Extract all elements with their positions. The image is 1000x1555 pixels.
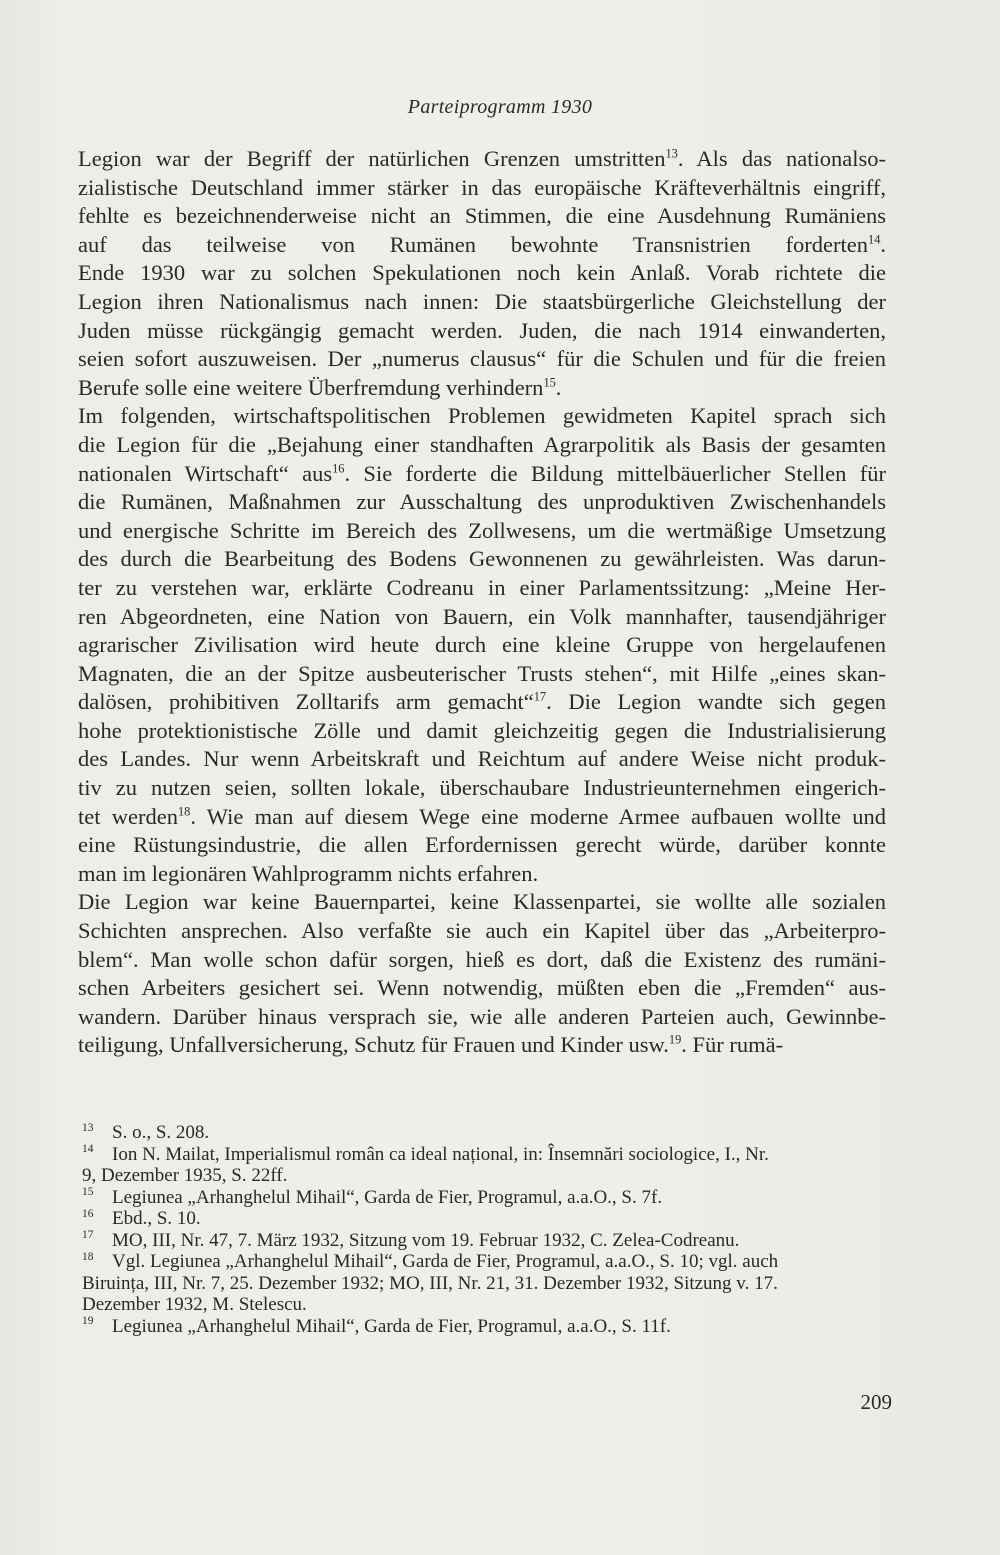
text-line <box>78 631 886 660</box>
text-line <box>78 745 886 774</box>
text-line <box>78 145 886 174</box>
line-text: Ende 1930 war zu solchen Spekulationen noch kein Anlaß. Vorab richtete die <box>78 260 886 286</box>
footnote-text: Legiunea „Arhanghelul Mihail“, Garda de Fier, Programul, a.a.O., S. 11f. <box>112 1315 671 1337</box>
footnote-ref: 16 <box>332 461 345 476</box>
line-text: und energische Schritte im Bereich des Zollwesens, um die wertmäßige Umsetzung <box>78 517 886 543</box>
text-line <box>78 917 886 946</box>
text-line <box>78 402 886 431</box>
line-text: ter zu verstehen war, erklärte Codreanu in einer Parlamentssitzung: „Meine Her- <box>78 574 886 600</box>
footnote <box>82 1122 892 1144</box>
text-line <box>78 688 886 717</box>
footnote-line <box>82 1294 892 1316</box>
footnote-text: 9, Dezember 1935, S. 22ff. <box>82 1165 288 1186</box>
line-text: schen Arbeiters gesichert sei. Wenn notwendig, müßten eben die „Fremden“ aus- <box>78 975 886 1001</box>
footnote-ref: 14 <box>868 232 881 247</box>
line-text: zialistische Deutschland immer stärker in das europäische Kräfteverhältnis eingriff, <box>78 174 886 200</box>
line-text: eine Rüstungsindustrie, die allen Erfordernissen gerecht würde, darüber konnte <box>78 832 886 858</box>
line-text: hohe protektionistische Zölle und damit gleichzeitig gegen die Industrialisierung <box>78 717 886 743</box>
text-line <box>78 517 886 546</box>
line-text: Berufe solle eine weitere Überfremdung verhindern <box>78 374 544 400</box>
line-text: tiv zu nutzen seien, sollten lokale, überschaubare Industrieunternehmen eingerich- <box>78 775 886 801</box>
footnote-text: Legiunea „Arhanghelul Mihail“, Garda de Fier, Programul, a.a.O., S. 7f. <box>112 1186 663 1208</box>
footnote <box>82 1316 892 1338</box>
footnote-text: Ion N. Mailat, Imperialismul român ca ideal național, in: Însemnări sociologice, I., Nr. <box>112 1143 769 1165</box>
footnote-line: 17 MO, III, Nr. 47, 7. März 1932, Sitzung vom 19. Februar 1932, C. Zelea-Codreanu. <box>82 1229 740 1251</box>
line-text: . Für rumä- <box>681 1032 784 1058</box>
text-line <box>78 317 886 346</box>
line-text: Magnaten, die an der Spitze ausbeuterischer Trusts stehen“, mit Hilfe „eines skan- <box>78 660 886 686</box>
line-text: . Sie forderte die Bildung mittelbäuerlicher Stellen für <box>344 460 886 486</box>
text-line <box>78 660 886 689</box>
line-text: Schichten ansprechen. Also verfaßte sie auch ein Kapitel über das „Arbeiterpro- <box>78 918 886 944</box>
text-line <box>78 288 886 317</box>
footnote-line: 18 Vgl. Legiunea „Arhanghelul Mihail“, Garda de Fier, Programul, a.a.O., S. 10; vgl. auch <box>82 1250 779 1272</box>
line-text: agrarischer Zivilisation wird heute durch eine kleine Gruppe von hergelaufenen <box>78 632 886 658</box>
line-text: . Als das nationalso- <box>677 146 887 171</box>
paragraph <box>78 402 886 888</box>
line-text: dalösen, prohibitiven Zolltarifs arm gemacht“ <box>78 689 534 715</box>
text-line <box>78 717 886 746</box>
footnote-ref: 13 <box>665 146 678 161</box>
body-text <box>78 145 886 1060</box>
footnote-text: MO, III, Nr. 47, 7. März 1932, Sitzung vom 19. Februar 1932, C. Zelea-Codreanu. <box>112 1229 740 1251</box>
line-text: die Rumänen, Maßnahmen zur Ausschaltung des unproduktiven Zwischenhandels <box>78 489 886 515</box>
footnote-text: Biruința, III, Nr. 7, 25. Dezember 1932; MO, III, Nr. 21, 31. Dezember 1932, Sitzung v. 17. <box>82 1272 778 1294</box>
line-text: blem“. Man wolle schon dafür sorgen, hieß es dort, daß die Existenz des rumäni- <box>78 946 886 972</box>
footnote-ref: 18 <box>177 804 191 819</box>
text-line <box>78 460 886 489</box>
footnote <box>82 1144 892 1187</box>
line-text: fehlte es bezeichnenderweise nicht an Stimmen, die eine Ausdehnung Rumäniens <box>78 203 886 229</box>
line-text: . <box>555 374 562 400</box>
running-head: Parteiprogramm 1930 <box>407 96 593 118</box>
text-line <box>78 374 886 403</box>
text-line <box>78 574 886 603</box>
line-text: auf das teilweise von Rumänen bewohnte Transnistrien forderten <box>78 231 869 257</box>
text-line <box>78 431 886 460</box>
footnote-line <box>82 1273 892 1295</box>
line-text: seien sofort auszuweisen. Der „numerus clausus“ für die Schulen und für die freien <box>78 346 886 372</box>
footnote <box>82 1187 892 1209</box>
footnote <box>82 1230 892 1252</box>
footnote-ref: 15 <box>543 375 556 390</box>
text-line <box>78 860 886 889</box>
paragraph <box>78 145 886 402</box>
footnote-text: Ebd., S. 10. <box>112 1208 201 1229</box>
text-line <box>78 974 886 1003</box>
text-line <box>78 1031 886 1060</box>
text-line <box>78 488 886 517</box>
line-text: teiligung, Unfallversicherung, Schutz für Frauen und Kinder usw. <box>78 1032 669 1058</box>
text-line <box>78 345 886 374</box>
footnote-line: 13 S. o., S. 208. <box>82 1121 210 1143</box>
text-line <box>78 231 886 260</box>
line-text: Die Legion war keine Bauernpartei, keine Klassenpartei, sie wollte alle sozialen <box>78 889 886 915</box>
footnote-text: Vgl. Legiunea „Arhanghelul Mihail“, Garda de Fier, Programul, a.a.O., S. 10; vgl. auch <box>112 1251 779 1272</box>
footnote <box>82 1208 892 1230</box>
footnote-ref: 17 <box>533 689 547 704</box>
text-line <box>78 803 886 832</box>
text-line <box>78 174 886 203</box>
line-text: des durch die Bearbeitung des Bodens Gewonnenen zu gewährleisten. Was darun- <box>78 546 886 572</box>
text-line <box>78 603 886 632</box>
footnote <box>82 1251 892 1316</box>
line-text: . Die Legion wandte sich gegen <box>546 689 886 715</box>
line-text: tet werden <box>78 803 178 829</box>
line-text: Legion ihren Nationalismus nach innen: Die staatsbürgerliche Gleichstellung der <box>78 288 886 314</box>
line-text: man im legionären Wahlprogramm nichts erfahren. <box>78 860 539 886</box>
footnote-line: 15 Legiunea „Arhanghelul Mihail“, Garda de Fier, Programul, a.a.O., S. 7f. <box>82 1186 663 1208</box>
text-line <box>78 774 886 803</box>
page-number: 209 <box>860 1390 892 1414</box>
text-line <box>78 946 886 975</box>
line-text: Juden müsse rückgängig gemacht werden. Juden, die nach 1914 einwanderten, <box>78 317 886 343</box>
footnote-text: Dezember 1932, M. Stelescu. <box>82 1294 307 1315</box>
text-line <box>78 831 886 860</box>
text-line <box>78 1003 886 1032</box>
line-text: nationalen Wirtschaft“ aus <box>78 460 333 486</box>
footnote-ref: 19 <box>668 1032 682 1047</box>
text-line <box>78 545 886 574</box>
text-line <box>78 888 886 917</box>
footnotes <box>82 1122 892 1337</box>
line-text: . Wie man auf diesem Wege eine moderne Armee aufbauen wollte und <box>190 803 886 829</box>
footnote-line: 19 Legiunea „Arhanghelul Mihail“, Garda de Fier, Programul, a.a.O., S. 11f. <box>82 1315 671 1337</box>
line-text: ren Abgeordneten, eine Nation von Bauern, ein Volk mannhafter, tausendjähriger <box>78 603 886 629</box>
footnote-line: 16 Ebd., S. 10. <box>82 1207 201 1229</box>
footnote-line: 14 Ion N. Mailat, Imperialismul român ca ideal național, in: Însemnări sociologice, I., Nr. <box>82 1143 769 1165</box>
footnote-text: S. o., S. 208. <box>112 1122 210 1143</box>
line-text: . <box>880 231 886 257</box>
line-text: wandern. Darüber hinaus versprach sie, wie alle anderen Parteien auch, Gewinnbe- <box>78 1003 886 1029</box>
text-line <box>78 202 886 231</box>
line-text: die Legion für die „Bejahung einer standhaften Agrarpolitik als Basis der gesamten <box>78 431 886 457</box>
text-line <box>78 259 886 288</box>
line-text: Im folgenden, wirtschaftspolitischen Problemen gewidmeten Kapitel sprach sich <box>78 403 886 429</box>
footnote-line <box>82 1165 892 1187</box>
line-text: Legion war der Begriff der natürlichen Grenzen umstritten <box>78 146 666 171</box>
line-text: des Landes. Nur wenn Arbeitskraft und Reichtum auf andere Weise nicht produk- <box>78 746 886 772</box>
paragraph <box>78 888 886 1060</box>
